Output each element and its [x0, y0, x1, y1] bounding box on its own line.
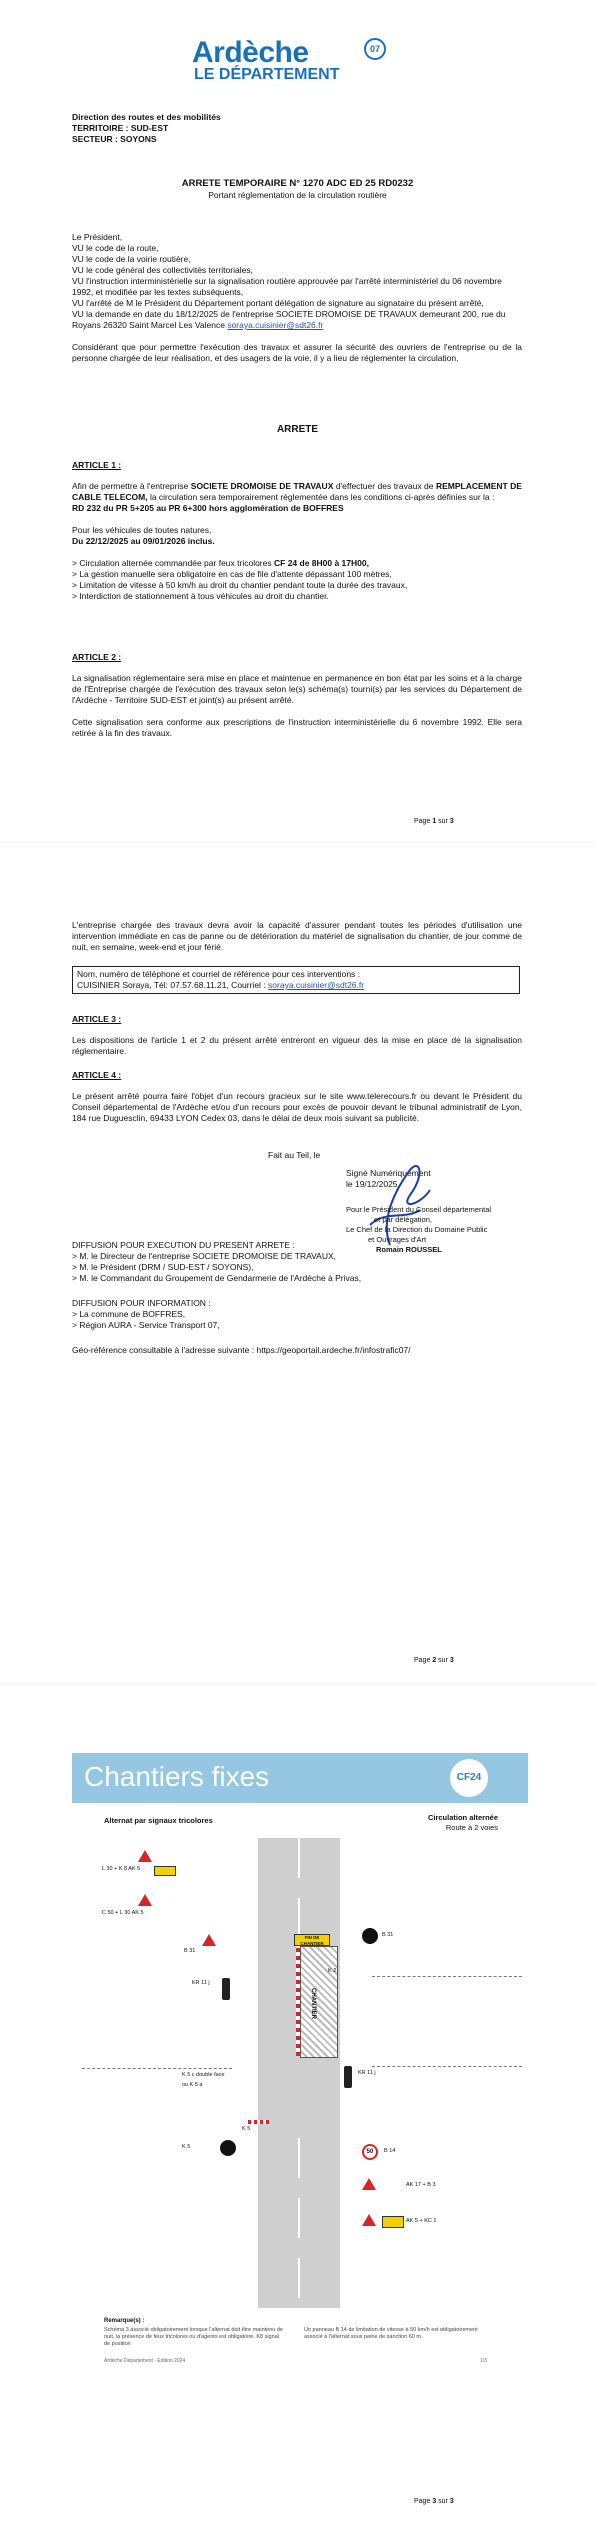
end-restriction-sign: [220, 2140, 236, 2156]
page-separator: [0, 842, 595, 843]
scheme-subtitle-right-2: Route à 2 voies: [445, 1823, 498, 1832]
distribution-heading: DIFFUSION POUR EXECUTION DU PRESENT ARRETE :: [72, 1240, 295, 1250]
secteur-label: SECTEUR : SOYONS: [72, 134, 157, 144]
preamble-line: VU le code de la route,: [72, 243, 159, 253]
page-mid: sur: [438, 818, 448, 825]
article-3-heading: ARTICLE 3 :: [72, 1014, 122, 1024]
end-of-works-sign: FIN DE CHANTIER: [294, 1934, 330, 1946]
sign-label: B 31: [184, 1948, 196, 1954]
sign-label: B 31: [382, 1932, 394, 1938]
signature-line: et Ouvrages d'Art: [368, 1235, 427, 1244]
page-prefix: Page: [414, 1657, 431, 1664]
signed-date: le 19/12/2025: [346, 1179, 398, 1189]
page-prefix: Page: [414, 2498, 431, 2505]
sign-label: AK 5 + KC 1: [406, 2218, 437, 2224]
page-mid: sur: [438, 1657, 448, 1664]
measure-3: > Limitation de vitesse à 50 km/h au droit du chantier pendant toute la durée des travaux,: [72, 580, 408, 590]
roadworks-warning-sign: [138, 1850, 152, 1862]
article-2-text: La signalisation réglementaire sera mise en place et maintenue en permanence en bon état par les soins et à la charge de l'Entreprise chargée de l'exécution des travaux selon le(s) schéma(s) tourni(s) par les services du Département de l'Ardèche - Territoire SUD-EST et joint(s) au présent arrêté.: [72, 673, 522, 705]
page-separator: [0, 1684, 595, 1685]
logo-badge: 07: [364, 38, 386, 60]
page-prefix: Page: [414, 818, 431, 825]
scheme-code-badge: CF24: [450, 1759, 488, 1797]
page-2-number: [414, 1657, 454, 1664]
signature-line: Pour le Président du Conseil départemental: [346, 1205, 492, 1214]
measure-text: > Circulation alternée commandée par feux tricolores: [72, 558, 272, 568]
scheme-subtitle-right-1: Circulation alternée: [427, 1813, 498, 1822]
distribution-information: [72, 1298, 220, 1331]
signature-block: [346, 1205, 491, 1255]
work-description: REMPLACEMENT DE CABLE TELECOM,: [72, 481, 522, 502]
fait-au-teil: Fait au Teil, le: [268, 1150, 321, 1160]
distance-panel: [154, 1866, 176, 1876]
distance-panel: [382, 2216, 404, 2228]
article-1-text: d'effectuer des travaux de: [335, 481, 434, 491]
maintenance-paragraph: L'entreprise chargée des travaux devra avoir la capacité d'assurer pendant toutes les périodes d'utilisation une intervention immédiate en cas de panne ou de détérioration du matériel de signalisation du chantier, de jour comme de nuit, en semaine, week-end et jour férié.: [72, 920, 522, 952]
article-1-text: la circulation sera temporairement réglementée dans les conditions ci-après définies sur la :: [149, 492, 495, 502]
end-speed-limit-sign: [362, 1928, 378, 1944]
arrete-heading: ARRETE: [276, 424, 319, 435]
speed-limit-sign: [362, 2144, 378, 2160]
distance-marker: [372, 1976, 522, 1978]
preamble-line: [72, 309, 522, 331]
page-total: 3: [449, 818, 454, 825]
sign-label: KR 11 j: [358, 2070, 376, 2076]
work-zone-label: CHANTIER: [310, 1988, 316, 2019]
traffic-light-left: [222, 1978, 230, 2000]
distribution-heading: DIFFUSION POUR INFORMATION :: [72, 1298, 211, 1308]
request-email-link[interactable]: soraya.cuisinier@sdt26.fr: [227, 320, 324, 330]
company-name: SOCIETE DROMOISE DE TRAVAUX: [190, 481, 334, 491]
sign-label: AK 17 + B 3: [406, 2182, 436, 2188]
direction-label: Direction des routes et des mobilités: [72, 112, 221, 122]
contact-box-title: Nom, numéro de téléphone et courriel de référence pour ces interventions :: [77, 969, 361, 979]
scheme-footer-left: Ardèche Département - Edition 2024: [104, 2358, 186, 2364]
scheme-title: Chantiers fixes: [84, 1761, 270, 1792]
sign-label: K 2: [328, 1968, 337, 1974]
road-centerline: [298, 2258, 300, 2298]
work-zone-barrier: [296, 1946, 300, 2056]
remark-right: Un panneau B 14 de limitation de vitesse à 50 km/h est obligatoirement associé à l'alternat sous peine de sanction 60 m.: [304, 2327, 478, 2340]
measure-4: > Interdiction de stationnement à tous véhicules au droit du chantier.: [72, 591, 329, 601]
decree-title: ARRETE TEMPORAIRE N° 1270 ADC ED 25 RD0232: [181, 178, 414, 189]
vehicles-text: Pour les véhicules de toutes natures,: [72, 525, 212, 535]
article-2-text: Cette signalisation sera conforme aux prescriptions de l'instruction interministérielle du 6 novembre 1992. Elle sera retirée à la fin des travaux.: [72, 717, 522, 738]
sign-label: ou K 5 a: [182, 2082, 203, 2088]
signature-line: et par délégation,: [374, 1215, 432, 1224]
article-2-heading: ARTICLE 2 :: [72, 652, 122, 662]
contact-box-line: [77, 980, 515, 991]
distribution-item: > M. le Président (DRM / SUD-EST / SOYONS),: [72, 1262, 254, 1272]
sign-label: B 14: [384, 2148, 396, 2154]
date-range: Du 22/12/2025 au 09/01/2026 inclus.: [72, 536, 215, 546]
measure-2: > La gestion manuelle sera obligatoire en cas de file d'attente dépassant 100 mètres,: [72, 569, 392, 579]
road-centerline: [298, 1838, 300, 1878]
page-total: 3: [449, 2498, 454, 2505]
sign-label: KR 11 j: [192, 1980, 210, 1986]
signatory-name: Romain ROUSSEL: [376, 1245, 442, 1254]
distribution-item: > M. le Directeur de l'entreprise SOCIETE DROMOISE DE TRAVAUX,: [72, 1251, 337, 1261]
k5-barrier: [248, 2120, 270, 2124]
contact-email-link[interactable]: soraya.cuisinier@sdt26.fr: [268, 980, 365, 990]
page-num: 1: [432, 818, 437, 825]
territoire-label: TERRITOIRE : SUD-EST: [72, 123, 169, 133]
scheme-footer-right: 1/3: [480, 2358, 487, 2364]
article-1-heading: ARTICLE 1 :: [72, 460, 122, 470]
page-total: 3: [449, 1657, 454, 1664]
distribution-item: > Région AURA - Service Transport 07,: [72, 1320, 220, 1330]
distribution-execution: [72, 1240, 361, 1284]
road-centerline: [298, 2138, 300, 2178]
distance-marker: [372, 2066, 522, 2068]
signage-diagram: [72, 1838, 528, 2308]
traffic-light-warning-sign: [362, 2178, 376, 2190]
article-4-text: Le présent arrêté pourra faire l'objet d'un recours gracieux sur le site www.telerecours.fr ou devant le Président du Conseil départemental de l'Ardèche et/ou d'un recours pour excès de pouvoir devant le tribunal administratif de Lyon, 184 rue Duguesclin, 69433 LYON Cedex 03, dans le délai de deux mois suivant sa publicité.: [72, 1091, 522, 1123]
sign-label: K 5: [242, 2126, 251, 2132]
work-zone: [300, 1946, 338, 2058]
preamble-line: VU l'instruction interministérielle sur la signalisation routière approuvée par l'arrêté interministériel du 06 novembre 1992, et modifiée par les textes subséquents,: [72, 276, 502, 297]
sign-label: L 30 + K 8 AK 5: [102, 1866, 141, 1872]
scheme-subtitle-left: Alternat par signaux tricolores: [104, 1816, 213, 1825]
logo-main-text: Ardèche: [192, 36, 309, 69]
sign-label: K 5 c double face: [182, 2072, 225, 2078]
preamble-line: VU le code général des collectivités territoriales,: [72, 265, 253, 275]
preamble-line: VU l'arrêté de M le Président du Département portant délégation de signature au signataire du présent arrêté,: [72, 298, 484, 308]
contact-text: CUISINIER Soraya, Tél: 07.57.68.11.21, Courriel :: [77, 980, 266, 990]
contact-box: [72, 966, 520, 994]
decree-subtitle: Portant réglementation de la circulation routière: [208, 190, 387, 200]
speed-limit-value: 50: [366, 2149, 374, 2155]
remarks-heading: Remarque(s) :: [104, 2318, 145, 2324]
narrowing-warning-sign: [202, 1934, 216, 1946]
signed-digitally: Signé Numériquement: [346, 1168, 431, 1178]
article-1-text: Afin de permettre à l'entreprise: [72, 481, 189, 491]
remark-left: Schéma 3 associé obligatoirement lorsque l'alternat doit être maintenu de nuit, la présence de feux tricolores ou d'agents est obligatoire. K8 signal de position: [104, 2327, 283, 2347]
article-4-heading: ARTICLE 4 :: [72, 1070, 122, 1080]
page-mid: sur: [438, 2498, 448, 2505]
page-num: 3: [432, 2498, 437, 2505]
distribution-item: > La commune de BOFFRES,: [72, 1309, 186, 1319]
road-location: RD 232 du PR 5+205 au PR 6+300 hors agglomération de BOFFRES: [72, 503, 344, 513]
sign-label: C 50 + L 30 AK 5: [102, 1910, 144, 1916]
preamble: [72, 232, 522, 364]
distance-marker: [82, 2068, 232, 2070]
sign-label: K 5: [182, 2144, 191, 2150]
measure-hours: CF 24 de 8H00 à 17H00,: [274, 558, 369, 568]
preamble-line: Le Président,: [72, 232, 123, 242]
article-1-body: [72, 481, 522, 602]
logo-subtitle: LE DÉPARTEMENT: [194, 66, 340, 83]
article-3-text: Les dispositions de l'article 1 et 2 du présent arrêté entreront en vigueur dès la mise en place de la signalisation réglementaire.: [72, 1035, 522, 1056]
georeference-text: Géo-référence consultable à l'adresse suivante : https://geoportail.ardeche.fr/infostrafic07/: [72, 1345, 411, 1355]
distribution-item: > M. le Commandant du Groupement de Gendarmerie de l'Ardèche à Privas,: [72, 1273, 362, 1283]
signature-line: Le Chef de la Direction du Domaine Public: [346, 1225, 488, 1234]
road-centerline: [298, 2198, 300, 2238]
department-logo: [192, 36, 380, 84]
measure-1: [72, 558, 522, 569]
considerant-text: Considérant que pour permettre l'exécution des travaux et assurer la sécurité des ouvriers de l'entreprise ou de la personne chargée de leur réalisation, et des usagers de la voie, il y a lieu de réglementer la circulation,: [72, 342, 522, 363]
traffic-light-warning-sign: [138, 1894, 152, 1906]
preamble-line: VU le code de la voirie routière,: [72, 254, 191, 264]
scheme-banner: [72, 1753, 528, 1803]
road-centerline: [298, 1898, 300, 1938]
page-3-number: [414, 2498, 454, 2505]
roadworks-warning-sign: [362, 2214, 376, 2226]
article-2-body: [72, 673, 522, 739]
request-text: VU la demande en date du 18/12/2025 de l'entreprise SOCIETE DROMOISE DE TRAVAUX demeurant 200, rue du Royans 26320 Saint Marcel Les Valence: [72, 309, 506, 330]
page-1-number: [414, 818, 454, 825]
traffic-light-right: [344, 2066, 352, 2088]
page-num: 2: [432, 1657, 437, 1664]
